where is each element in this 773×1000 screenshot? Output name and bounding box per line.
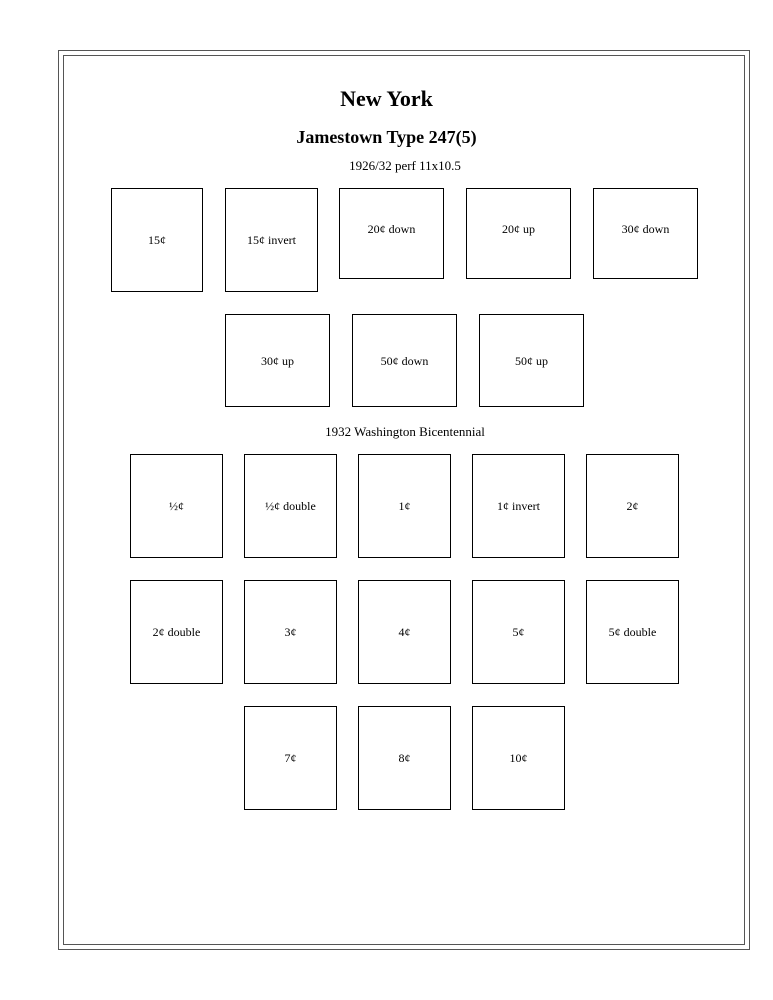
stamp-label: ½¢: [169, 499, 184, 513]
stamp-label: 20¢ down: [367, 221, 416, 236]
page-subtitle: Jamestown Type 247(5): [296, 127, 477, 147]
stamp-space-2c: [586, 454, 679, 558]
stamp-space-20c-up: [466, 188, 571, 279]
stamp-space-30c-up: [225, 314, 330, 407]
stamp-space-3c: [244, 580, 337, 684]
stamp-label: 30¢ up: [261, 353, 294, 368]
stamp-label: 30¢ down: [621, 221, 670, 236]
stamp-space-2c-double: [130, 580, 223, 684]
stamp-space-20c-down: [339, 188, 444, 279]
page-title: New York: [340, 86, 433, 111]
stamp-space-5c: [472, 580, 565, 684]
stamp-label: 10¢: [509, 751, 528, 765]
stamp-label: 7¢: [284, 751, 297, 765]
stamp-space-1c-invert: [472, 454, 565, 558]
stamp-label: 3¢: [284, 625, 297, 639]
stamp-space-50c-down: [352, 314, 457, 407]
stamp-space-half-c: [130, 454, 223, 558]
stamp-label: 1¢: [398, 499, 411, 513]
stamp-label: 2¢: [626, 499, 639, 513]
stamp-space-7c: [244, 706, 337, 810]
stamp-label: 4¢: [398, 625, 411, 639]
stamp-space-15c: [111, 188, 203, 292]
stamp-label: 5¢: [512, 625, 525, 639]
section-label-1926: 1926/32 perf 11x10.5: [349, 158, 461, 173]
stamp-label: 15¢: [148, 233, 166, 247]
stamp-label: 50¢ up: [515, 353, 548, 368]
stamp-label: 5¢ double: [608, 625, 657, 639]
stamp-label: 8¢: [398, 751, 411, 765]
stamp-label: 2¢ double: [152, 625, 201, 639]
stamp-space-4c: [358, 580, 451, 684]
stamp-space-1c: [358, 454, 451, 558]
stamp-space-15c-invert: [225, 188, 318, 292]
stamp-space-8c: [358, 706, 451, 810]
stamp-label: 50¢ down: [380, 353, 429, 368]
stamp-label: 20¢ up: [502, 221, 535, 236]
stamp-space-50c-up: [479, 314, 584, 407]
stamp-space-5c-double: [586, 580, 679, 684]
stamp-label: 1¢ invert: [497, 499, 540, 513]
stamp-label: ½¢ double: [265, 499, 316, 513]
stamp-label: 15¢ invert: [247, 233, 296, 247]
stamp-space-30c-down: [593, 188, 698, 279]
stamp-space-10c: [472, 706, 565, 810]
section-label-washington: 1932 Washington Bicentennial: [325, 424, 485, 439]
stamp-space-half-c-double: [244, 454, 337, 558]
